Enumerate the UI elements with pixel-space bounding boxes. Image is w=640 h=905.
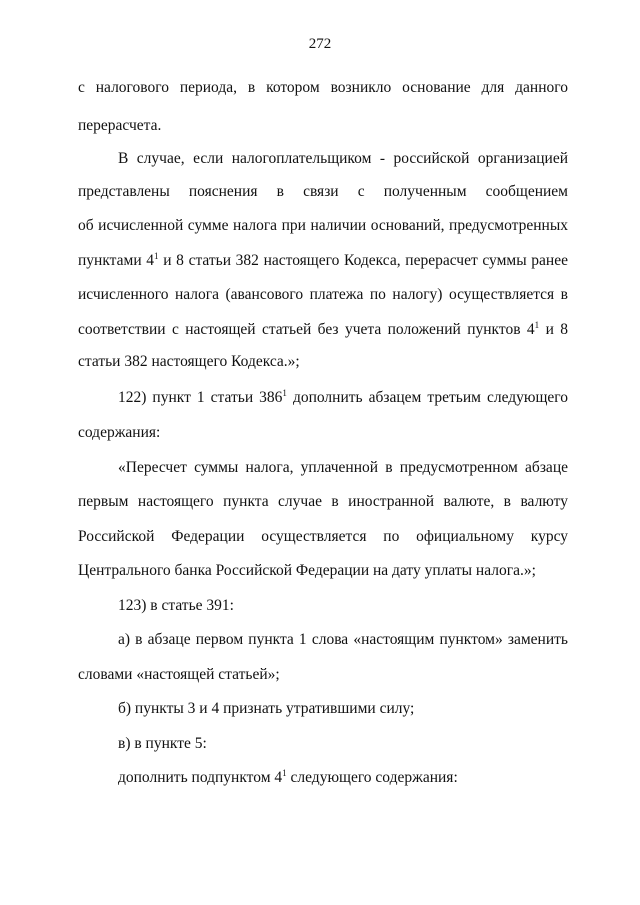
- text-line: б) пункты 3 и 4 признать утратившими силу;: [118, 700, 415, 717]
- text-line: Центрального банка Российской Федерации на дату уплаты налога.»;: [78, 562, 536, 579]
- text-line: 123) в статье 391:: [118, 597, 234, 614]
- superscript: 1: [282, 768, 287, 778]
- superscript: 1: [534, 320, 540, 330]
- text-line: первым настоящего пункта случае в иностранной валюте, в валюту: [78, 493, 568, 510]
- text-line: В случае, если налогоплательщиком - российской организацией: [118, 150, 568, 167]
- text-line: дополнить подпунктом $4^1$ следующего содержания:: [118, 768, 458, 786]
- text-line: об исчисленной сумме налога при наличии оснований, предусмотренных: [78, 217, 568, 234]
- text-line: исчисленного налога (авансового платежа по налогу) осуществляется в: [78, 286, 568, 303]
- text-line: соответствии с настоящей статьей без учета положений пунктов $4^1$ и 8: [78, 320, 569, 338]
- superscript: 1: [154, 251, 159, 261]
- text-line: содержания:: [78, 424, 161, 441]
- text-line: в) в пункте 5:: [118, 735, 207, 752]
- superscript: 1: [282, 388, 287, 398]
- text-line: перерасчета.: [78, 117, 162, 134]
- text-line: словами «настоящей статьей»;: [78, 666, 280, 683]
- text-line: представлены пояснения в связи с полученным сообщением: [78, 183, 568, 200]
- text-line: статьи 382 настоящего Кодекса.»;: [78, 353, 300, 370]
- text-line: 122) пункт 1 статьи $386^1$ дополнить абзацем третьим следующего: [118, 388, 568, 406]
- text-line: «Пересчет суммы налога, уплаченной в предусмотренном абзаце: [118, 459, 568, 476]
- text-line: а) в абзаце первом пункта 1 слова «настоящим пунктом» заменить: [118, 631, 568, 648]
- page-number: 272: [308, 36, 332, 52]
- text-line: Российской Федерации осуществляется по официальному курсу: [78, 528, 568, 545]
- text-line: с налогового периода, в котором возникло основание для данного: [78, 79, 568, 96]
- text-line: пунктами $4^1$ и 8 статьи 382 настоящего Кодекса, перерасчет суммы ранее: [78, 251, 568, 269]
